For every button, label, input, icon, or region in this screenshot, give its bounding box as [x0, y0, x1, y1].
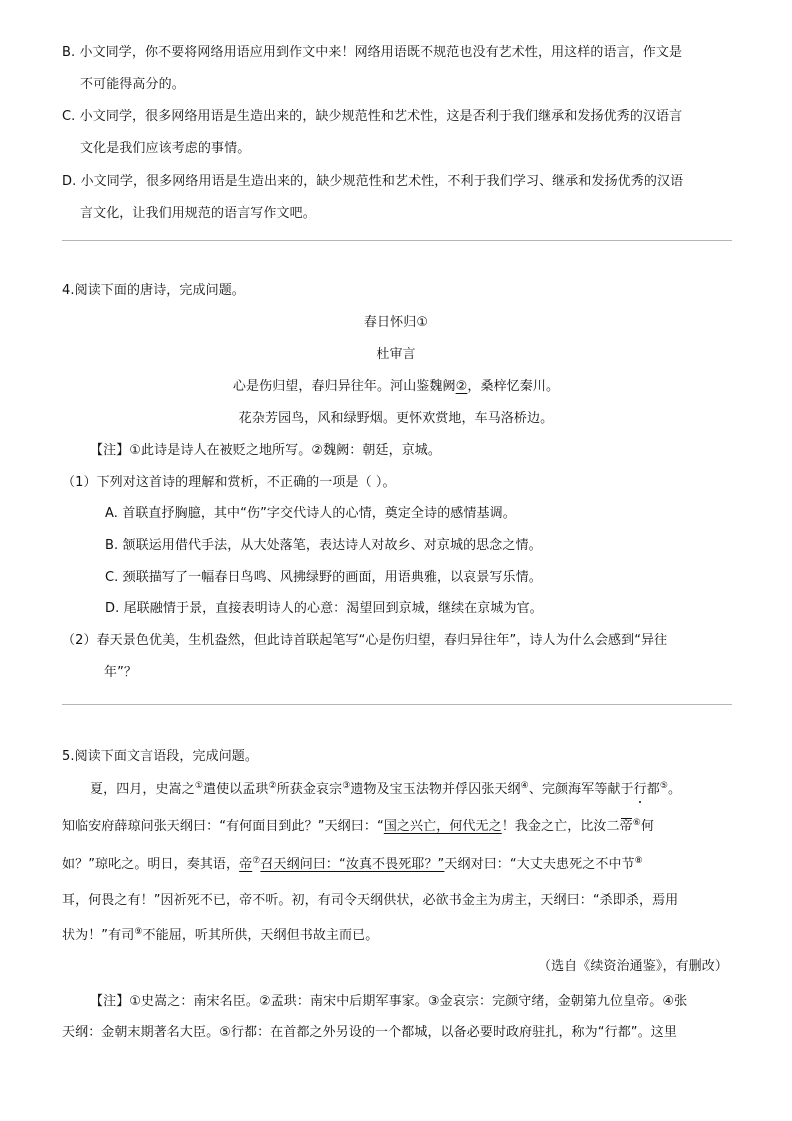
passage-text: 。	[668, 782, 682, 797]
passage-text: 不能屈，听其所供，天纲但书故主而已。	[142, 928, 379, 943]
q4-option-a: A. 首联直抒胸臆，其中“伤”字交代诗人的心情，奠定全诗的感情基调。	[105, 506, 516, 521]
divider	[62, 240, 732, 241]
footnote-marker: ①	[194, 781, 203, 791]
poem-line-1	[0, 378, 792, 396]
footnote-marker: ⑦	[252, 856, 261, 866]
passage-text: 都	[646, 782, 660, 797]
passage-text: 夏，四月，史嵩之	[90, 782, 195, 797]
poem-note: 【注】①此诗是诗人在被贬之地所写。②魏阙：朝廷，京城。	[90, 443, 442, 458]
q3-option-c-line2: 文化是我们应该考虑的事情。	[80, 141, 251, 156]
footnote-marker: ③	[342, 781, 351, 791]
poem-author: 杜审言	[376, 347, 416, 362]
q4-sub2-line1: （2）春天景色优美，生机盎然，但此诗首联起笔写“心是伤归望，春归异往年”，诗人为什么会感到“异往	[62, 633, 668, 648]
marked-char: 帝	[619, 819, 633, 834]
passage-text: 所获金哀宗	[276, 782, 343, 797]
q3-option-c-line1: C. 小文同学，很多网络用语是生造出来的，缺少规范性和艺术性，这是否利于我们继承和发扬优秀的汉语言	[62, 109, 683, 124]
q3-option-b-line1: B. 小文同学，你不要将网络用语应用到作文中来！网络用语既不规范也没有艺术性，用这样的语言，作文是	[62, 45, 683, 60]
passage-text: 天纲对曰：“大丈夫患死之不中节	[444, 857, 635, 872]
passage-text: 如？”琼叱之。明日，奏其语，	[62, 857, 240, 872]
underlined-sentence: 帝	[239, 857, 253, 872]
q3-option-d-line2: 言文化，让我们用规范的语言写作文吧。	[80, 206, 316, 221]
underlined-sentence: 国之兴亡，何代无之	[383, 819, 502, 834]
passage-source: （选自《续资治通鉴》，有删改）	[537, 959, 728, 974]
q5-prompt: 5.阅读下面文言语段，完成问题。	[62, 749, 259, 764]
poem-line-1-text-c: ，桑梓忆秦川。	[467, 379, 560, 394]
passage-text: 知临安府薛琼问张天纲曰：“有何面目到此？”天纲曰：“	[62, 819, 384, 834]
passage-line-4: 耳，何畏之有！”因祈死不已，帝不听。初，有司令天纲供状，必欲书金主为虏主，天纲曰：“杀即杀，焉用	[62, 893, 679, 908]
footnote-marker: ②	[268, 781, 277, 791]
q4-option-d: D. 尾联融情于景，直接表明诗人的心意：渴望回到京城，继续在京城为官。	[105, 601, 543, 616]
footnote-marker: ⑤	[659, 781, 669, 791]
passage-notes-line2: 天纲：金朝末期著名大臣。⑤行都：在首都之外另设的一个都城，以备必要时政府驻扎，称为“行都”。这里	[62, 1025, 677, 1040]
passage-notes-line1: 【注】①史嵩之：南宋名臣。②孟珙：南宋中后期军事家。③金哀宗：完颜守绪，金朝第九位皇帝。④张	[90, 994, 688, 1009]
q4-option-c: C. 颈联描写了一幅春日鸟鸣、风拂绿野的画面，用语典雅，以哀景写乐情。	[105, 570, 542, 585]
passage-text: 、完颜海军等献于	[528, 782, 634, 797]
footnote-marker: ⑥	[632, 818, 641, 828]
passage-text: 遗物及宝玉法物并俘囚张天纲	[350, 782, 521, 797]
q4-sub2-line2: 年”？	[104, 665, 138, 680]
q4-option-b: B. 颔联运用借代手法，从大处落笔，表达诗人对故乡、对京城的思念之情。	[105, 538, 542, 553]
footnote-marker: ④	[520, 781, 529, 791]
poem-line-1-text-a: 心是伤归望，春归异往年。河山鉴魏阙	[232, 379, 456, 394]
underlined-sentence: 召天纲问曰：“汝真不畏死耶？”	[260, 857, 445, 872]
passage-text: 何	[640, 819, 655, 834]
q4-sub1-question: （1）下列对这首诗的理解和赏析，不正确的一项是（ ）。	[62, 475, 396, 490]
passage-text: ！我金之亡，比汝二	[501, 819, 620, 834]
poem-title: 春日怀归①	[363, 315, 429, 330]
passage-text: 状为！”有司	[62, 928, 135, 943]
q3-option-b-line2: 不可能得高分的。	[80, 77, 185, 92]
emphasis-char: 行	[633, 782, 647, 797]
q4-prompt: 4.阅读下面的唐诗，完成问题。	[62, 283, 245, 298]
passage-line-3	[62, 856, 643, 874]
divider	[62, 704, 732, 705]
passage-line-2	[62, 818, 654, 836]
passage-line-5	[62, 927, 378, 945]
passage-text: 遣使以孟珙	[202, 782, 269, 797]
footnote-marker: ⑧	[634, 856, 643, 866]
poem-footnote-ref-2: ②	[455, 379, 468, 394]
poem-line-2: 花杂芳园鸟，风和绿野烟。更怀欢赏地，车马洛桥边。	[238, 411, 554, 426]
q3-option-d-line1: D. 小文同学，很多网络用语是生造出来的，缺少规范性和艺术性，不利于我们学习、继承和发扬优秀的汉语	[62, 174, 684, 189]
footnote-marker: ⑨	[134, 927, 143, 937]
passage-line-1	[90, 781, 681, 799]
